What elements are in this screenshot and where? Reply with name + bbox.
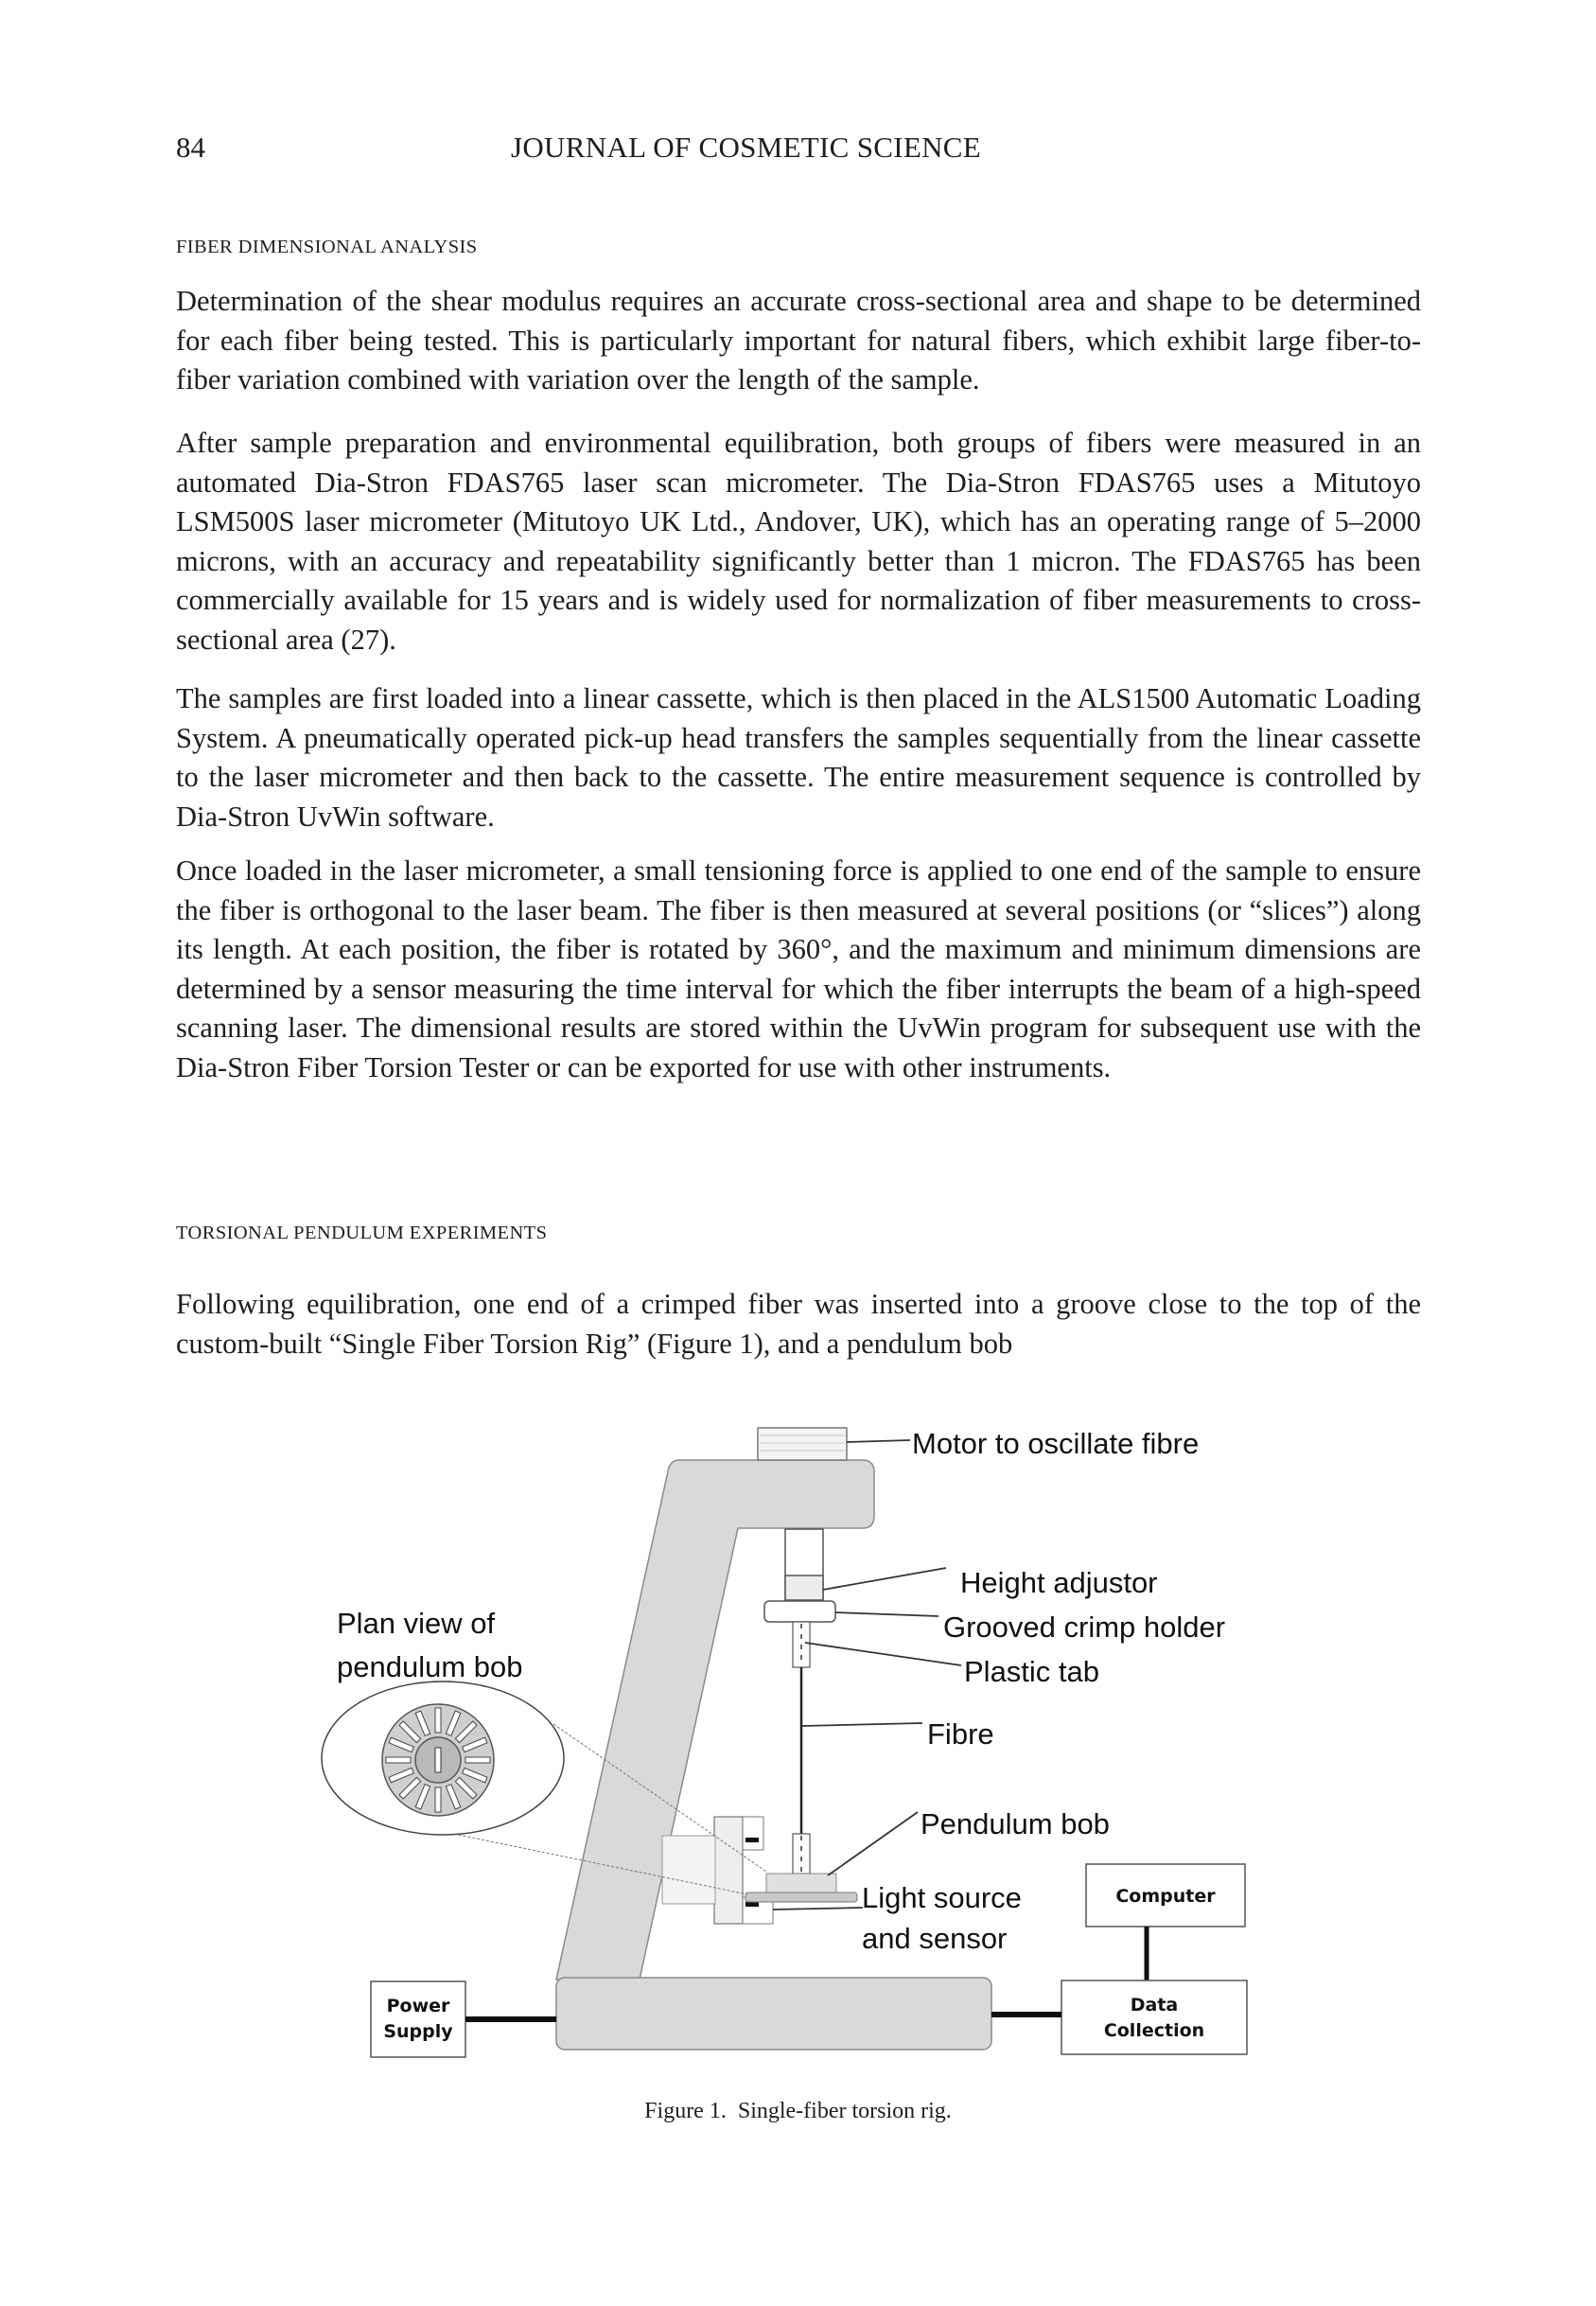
section-heading-torsional-pendulum-experiments: TORSIONAL PENDULUM EXPERIMENTS — [176, 1223, 548, 1243]
label-and-sensor: and sensor — [862, 1922, 1008, 1955]
label-motor: Motor to oscillate fibre — [912, 1427, 1200, 1460]
plastic-tab-bottom — [793, 1834, 810, 1874]
svg-text:Collection: Collection — [1103, 2020, 1205, 2041]
grooved-crimp-holder — [764, 1601, 835, 1622]
rig-base — [556, 1978, 991, 2050]
label-pendulum-bob-plan: pendulum bob — [337, 1650, 523, 1683]
motor — [758, 1428, 847, 1460]
label-grooved-crimp-holder: Grooved crimp holder — [943, 1611, 1226, 1644]
paragraph: Determination of the shear modulus requires an accurate cross-sectional area and shape to be determined for each fiber being tested. This is particularly important for natural fibers, which exhibit large fiber-to-fiber variation combined with variation over the length of the sample. — [176, 285, 1421, 396]
paragraph: The samples are first loaded into a linear cassette, which is then placed in the ALS1500 Automatic Loading System. A pneumatically operated pick-up head transfers the samples sequentially from the linear cassette to the laser micrometer and then back to the cassette. The entire measurement sequence is controlled by Dia-Stron UvWin software. — [176, 682, 1421, 833]
figure-caption-text: Single-fiber torsion rig. — [737, 2099, 952, 2123]
pendulum-bob — [745, 1874, 857, 1902]
figure-caption — [0, 2099, 1596, 2124]
paragraph: Once loaded in the laser micrometer, a small tensioning force is applied to one end of the sample to ensure the fiber is orthogonal to the laser beam. The fiber is then measured at several positions (or “slices”) along its length. At each position, the fiber is rotated by 360°, and the maximum and minimum dimensions are determined by a sensor measuring the time interval for which the fiber interrupts the beam of a high-speed scanning laser. The dimensional results are stored within the UvWin program for subsequent use with the Dia-Stron Fiber Torsion Tester or can be exported for use with other instruments. — [176, 854, 1421, 1083]
plastic-tab-top — [793, 1622, 810, 1667]
sensor-bracket — [662, 1817, 773, 1924]
power-supply-box — [371, 1981, 465, 2057]
label-plastic-tab: Plastic tab — [964, 1655, 1100, 1688]
page-number: 84 — [176, 131, 205, 164]
computer-box — [1086, 1864, 1245, 1927]
label-light-source: Light source — [862, 1881, 1022, 1914]
label-height-adjustor: Height adjustor — [960, 1566, 1158, 1599]
height-adjustor — [785, 1529, 823, 1600]
svg-text:Power: Power — [386, 1996, 450, 2016]
data-collection-box — [1061, 1980, 1247, 2054]
label-plan-view: Plan view of — [337, 1607, 496, 1640]
paragraph: Following equilibration, one end of a crimped fiber was inserted into a groove close to the top of the custom-built “Single Fiber Torsion Rig” (Figure 1), and a pendulum bob — [176, 1288, 1421, 1360]
svg-text:Supply: Supply — [383, 2021, 453, 2042]
svg-text:Computer: Computer — [1115, 1886, 1216, 1907]
label-fibre: Fibre — [927, 1717, 994, 1751]
section-heading-fiber-dimensional-analysis: FIBER DIMENSIONAL ANALYSIS — [176, 237, 478, 257]
svg-text:Data: Data — [1130, 1995, 1179, 2016]
figure-caption-label: Figure 1. — [644, 2099, 727, 2123]
journal-title: JOURNAL OF COSMETIC SCIENCE — [511, 131, 981, 164]
label-pendulum-bob: Pendulum bob — [921, 1807, 1110, 1840]
paragraph: After sample preparation and environmental equilibration, both groups of fibers were measured in an automated Dia-Stron FDAS765 laser scan micrometer. The Dia-Stron FDAS765 uses a Mitutoyo LSM500S laser micrometer (Mitutoyo UK Ltd., Andover, UK), which has an operating range of 5–2000 microns, with an accuracy and repeatability significantly better than 1 micron. The FDAS765 has been commercially available for 15 years and is widely used for normalization of fiber measurements to cross-sectional area (27). — [176, 427, 1421, 656]
